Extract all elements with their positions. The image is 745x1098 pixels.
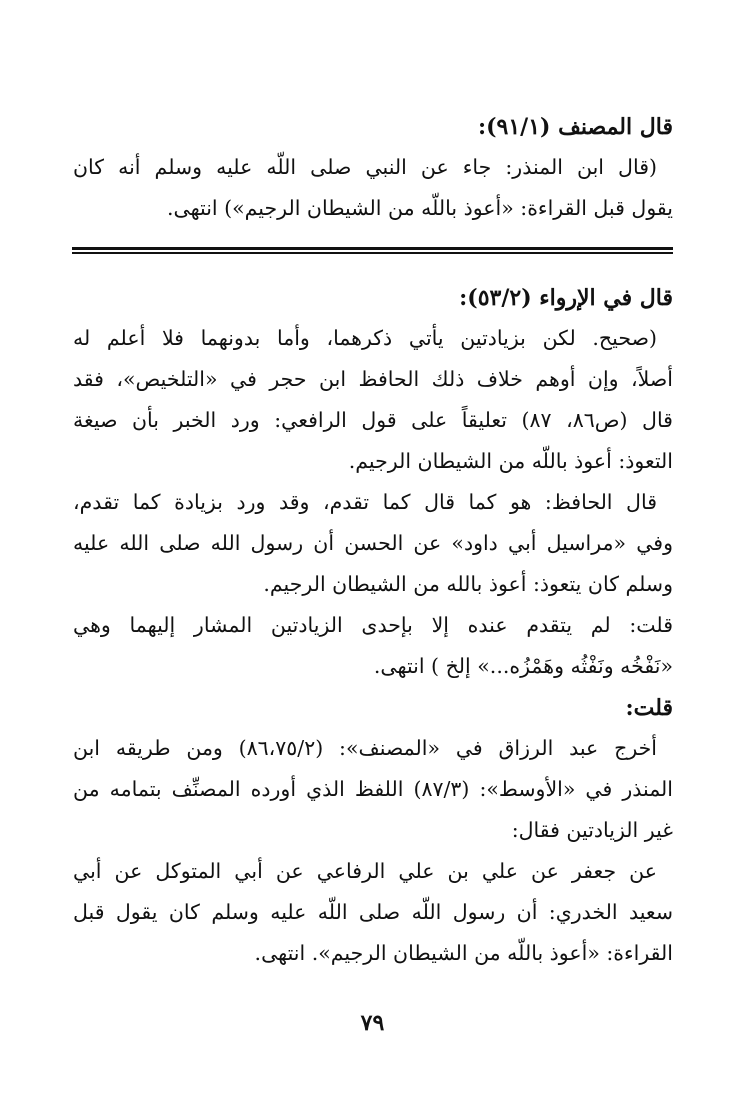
section-heading: قلت:	[625, 695, 673, 721]
page-number: ٧٩	[360, 1010, 385, 1036]
text-line: قال الحافظ: هو كما قال كما تقدم، وقد ورد بزيادة كما تقدم،	[73, 490, 657, 514]
paragraph	[73, 318, 673, 482]
section-heading: قال في الإرواء (٥٣/٢):	[459, 285, 673, 311]
text-line: القراءة: «أعوذ باللّه من الشيطان الرجيم». انتهى.	[254, 941, 673, 965]
text-line: التعوذ: أعوذ باللّه من الشيطان الرجيم.	[348, 449, 673, 473]
section-irwa	[73, 282, 673, 687]
paragraph	[73, 482, 673, 605]
section-musannif	[73, 111, 673, 229]
text-line: وسلم كان يتعوذ: أعوذ بالله من الشيطان الرجيم.	[263, 572, 673, 596]
section-separator	[72, 247, 673, 254]
text-line: عن جعفر عن علي بن علي الرفاعي عن أبي المتوكل عن أبي	[73, 859, 657, 883]
text-line: غير الزيادتين فقال:	[511, 818, 673, 842]
paragraph	[73, 728, 673, 851]
paragraph	[73, 605, 673, 687]
text-line: وفي «مراسيل أبي داود» عن الحسن أن رسول الله صلى الله عليه	[73, 531, 673, 555]
section-heading: قال المصنف (٩١/١):	[478, 114, 673, 140]
text-line: (صحيح. لكن بزيادتين يأتي ذكرهما، وأما بدونهما فلا أعلم له	[73, 326, 657, 350]
text-line: أخرج عبد الرزاق في «المصنف»: (٨٦،٧٥/٢) ومن طريقه ابن	[73, 736, 658, 760]
section-qultu	[73, 692, 673, 974]
text-line: أصلاً، وإن أوهم خلاف ذلك الحافظ ابن حجر في «التلخيص»، فقد	[73, 367, 673, 391]
text-line: قلت: لم يتقدم عنده إلا بإحدى الزيادتين المشار إليهما وهي	[73, 613, 673, 637]
text-line: «نَفْخُه ونَفْثُه وهَمْزُه...» إلخ ) انتهى.	[373, 654, 673, 678]
text-line: سعيد الخدري: أن رسول اللّه صلى اللّه عليه وسلم كان يقول قبل	[73, 900, 673, 924]
quote-paragraph	[73, 147, 673, 229]
text-line: قال (ص٨٦، ٨٧) تعليقاً على قول الرافعي: ورد الخبر بأن صيغة	[73, 408, 673, 432]
text-line: المنذر في «الأوسط»: (٨٧/٣) اللفظ الذي أورده المصنِّف بتمامه من	[73, 777, 673, 801]
text-line: (قال ابن المنذر: جاء عن النبي صلى اللّه عليه وسلم أنه كان	[73, 155, 657, 179]
text-line: يقول قبل القراءة: «أعوذ باللّه من الشيطان الرجيم») انتهى.	[166, 196, 673, 220]
paragraph	[73, 851, 673, 974]
